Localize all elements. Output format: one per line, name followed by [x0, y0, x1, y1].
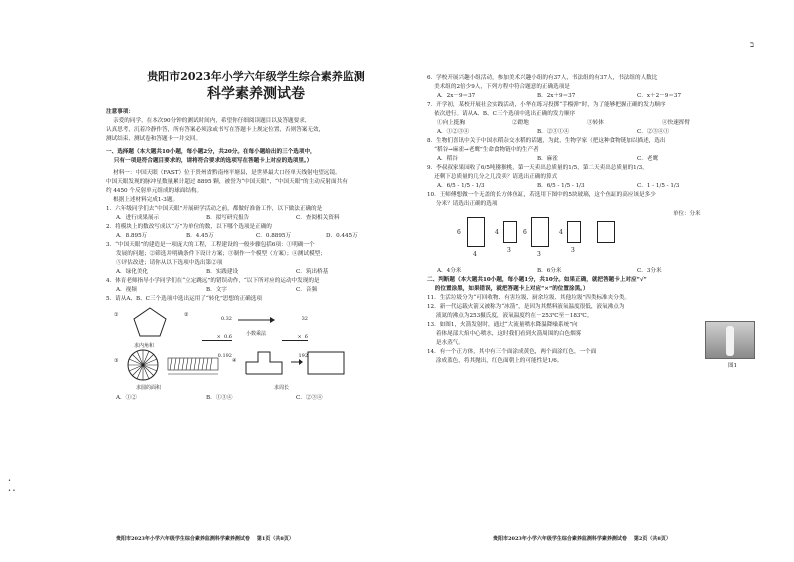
material-text: 约 4450 个反射单元组成的球面结构。	[106, 188, 203, 194]
dimension-label: 6	[523, 229, 527, 236]
option-a: A．①②	[116, 395, 137, 401]
question-2-options	[106, 232, 397, 241]
question-9: 9．李叔叔家果园收了6/5吨猕猴桃，第一天卖出总质量的1/5，第二天卖出总质量的1/3，	[427, 165, 648, 171]
question-7-text: 依次进行。请从A、B、C三个选项中选出正确的发力顺序	[427, 111, 576, 117]
option-c: C．0.8895万	[256, 233, 292, 239]
figure-label: 图1	[728, 363, 737, 369]
dimension-label: 4	[473, 251, 477, 258]
figure-caption: 小数乘法	[246, 331, 267, 337]
question-1: 1．六年级同学们去“中国天眼”开展研学活动之前，都做好准备工作，以下做法正确的是	[106, 206, 323, 212]
notice-line: 亲爱的同学，在本次90分钟的测试时间内，希望你仔细阅读题目以及答题要求，	[106, 118, 311, 124]
arrow-icon	[290, 358, 304, 366]
judge-questions	[427, 294, 757, 369]
dimension-label: 3	[537, 251, 541, 258]
figure-caption: 求周长	[274, 385, 290, 391]
glass-panel	[503, 221, 517, 243]
rearranged-sectors-figure	[166, 354, 222, 378]
dimension-label: 6	[457, 229, 461, 236]
glass-panel	[597, 221, 615, 243]
dimension-label: 4	[495, 229, 499, 236]
option-d: D．0.445万	[326, 233, 358, 239]
rectangle-figure	[306, 350, 346, 376]
option-b: B．6分米	[537, 268, 562, 274]
question-11: 11．生活垃圾分为“可回收物、有害垃圾、厨余垃圾、其他垃圾”四类标准夹分类。	[427, 295, 631, 301]
motion-step: ②蹬地	[512, 120, 529, 126]
option-c: C．②③④	[296, 395, 323, 401]
option-b: B．文字	[206, 287, 227, 293]
option-c: C．②③④①	[637, 129, 670, 135]
question-3-options	[106, 268, 397, 277]
glass-panels-figure	[427, 209, 757, 267]
option-a: A．稻谷	[437, 156, 458, 162]
question-3-text: 发展的问题；②筛选并明确条件下设计方案；③制作一个模型（方案）；④测试模型；	[116, 251, 326, 257]
pentagon-figure	[132, 306, 168, 338]
figure-number: ④	[232, 358, 237, 364]
motion-step: ①向上挺胸	[437, 120, 465, 126]
question-5-figures	[106, 304, 397, 394]
question-7: 7．开学初，某校开展社会实践活动，小华在练习投掷“手榴弹”时，为了能够把握正确的发力顺序	[427, 102, 666, 108]
option-c: C．查阅相关资料	[296, 215, 340, 221]
question-13-text: 是水蒸气。	[427, 340, 464, 346]
question-12-text: 液氮的沸点为253摄氏度，液氧温度约在－253℃至－183℃。	[427, 313, 593, 319]
option-b: B．实践建设	[206, 269, 239, 275]
question-7-parts	[427, 119, 757, 128]
question-12: 12．新一代运载火箭又被称为“冰箭”，是因为其燃料液氧温度很低，液氧沸点为	[427, 304, 625, 310]
dimension-label: 4	[559, 229, 563, 236]
question-10: 10．王师傅想做一个无盖的长方体鱼缸，若选用下图中的5块玻璃，这个鱼缸的高应该是多少	[427, 192, 656, 198]
question-9-options	[427, 182, 757, 191]
question-6-text: 美术组的2倍少9人，下列方程中符合题意的正确选项是	[427, 84, 570, 90]
option-a: A．6/5 - 1/5 - 1/3	[437, 183, 485, 189]
material-text: 材料一：中国天眼（FAST）位于贵州省黔南州平塘县，是世界最大口径单天线射电望远镜。	[106, 170, 341, 176]
option-b: B．②③①④	[537, 129, 570, 135]
option-a: A．进行成果展示	[116, 215, 160, 221]
page-2-content	[427, 74, 757, 369]
option-c: C．3分米	[637, 268, 662, 274]
option-a: A．4分米	[437, 268, 462, 274]
option-c: C．1 - 1/5 - 1/3	[637, 183, 680, 189]
option-b: B．4.45万	[186, 233, 214, 239]
question-4: 4．体育老师指导小学同学们在“立定跳远”的错误动作，“以下所对应的运动中发现的是	[106, 278, 320, 284]
binding-mark: •	[8, 478, 11, 484]
question-6-options	[427, 92, 757, 101]
question-13-text: 着体尾部大焰中心喷水，这时我们看到火箭周围的白色烟雾	[427, 331, 582, 337]
notice-line: 测试结束，测试卷和答题卡一并交回。	[106, 136, 202, 142]
question-6: 6．学校开展兴趣小组活动，参加美术兴趣小组的有37人，书法组的有37人，书法组的人数比	[427, 75, 658, 81]
binding-mark: • •	[8, 488, 16, 494]
option-c: C．音频	[296, 287, 318, 293]
page-footer: 贵阳市2023年小学六年级学生综合素养监测科学素养测试卷 第1页（共8页）	[116, 536, 294, 542]
section-heading: 只有一项是符合题目要求的，请将符合要求的选项写在答题卡上对应的选项里。）	[106, 158, 313, 164]
option-a: A．视频	[116, 287, 137, 293]
notice-heading: 注意事项：	[106, 109, 134, 115]
figure-number: ②	[184, 312, 189, 318]
arrow-icon	[236, 316, 276, 324]
option-c: C．筑出桥基	[296, 269, 329, 275]
motion-step: ④快速挥臂	[662, 120, 690, 126]
question-14-text: 涂成蓝色，将其抛出，红色面朝上的可能性是1/6。	[427, 358, 563, 364]
question-10-text: 分米？请选出正确的选项	[427, 201, 498, 207]
option-c: C．老鹰	[637, 156, 659, 162]
motion-step: ③转体	[587, 120, 604, 126]
question-10-options	[427, 267, 757, 276]
step-shape-figure	[244, 350, 284, 376]
question-8-options	[427, 155, 757, 164]
question-5-options	[106, 394, 397, 403]
section-heading: 的位置涂黑，如果错误，就把答题卡上对应“×”的位置涂黑。）	[427, 286, 589, 292]
question-2: 2．将模块上的数改写成以“万”为单位的数，以下哪个选项是正确的	[106, 224, 272, 230]
notice-line: 认真思考，沉着冷静作答，所有答案必须涂或书写在答题卡上规定位置，否则答案无效，	[106, 127, 325, 133]
option-a: A．8.895万	[116, 233, 148, 239]
option-c: C．x＋2－9＝37	[637, 93, 682, 99]
dimension-label: 3	[507, 247, 511, 254]
question-7-options	[427, 128, 757, 137]
option-b: B．麻雀	[537, 156, 558, 162]
figure-caption: 求内角和	[134, 343, 155, 349]
material-text: 中国天眼发现的脉冲星数量累计超过 8895 颗，被誉为“中国天眼”，“中国天眼”的主动反射面共有	[106, 179, 348, 185]
page-1-content	[106, 70, 397, 403]
question-9-text: 还剩下总质量的几分之几没卖？请选出正确的算式	[427, 174, 558, 180]
option-b: B．①③④	[206, 395, 233, 401]
question-8-text: “稻谷→麻雀→老鹰”生命食物链中的生产者	[427, 147, 539, 153]
figure-number: ③	[114, 358, 119, 364]
question-13: 13．如图1，火箭发射时，通过“大流量喷水降温降噪系统”向	[427, 322, 578, 328]
rocket-launch-photo	[705, 321, 755, 359]
corner-mark: ב	[750, 40, 754, 49]
option-a: A．2x－9＝37	[437, 93, 476, 99]
material-instruction: 根据上述材料完成1-3题。	[106, 197, 179, 203]
integer-calc: 32 × 6 192	[282, 304, 308, 371]
question-5: 5．请从A、B、C三个选项中选出运用了“转化”思想的正确选项	[106, 296, 262, 302]
glass-panel	[531, 217, 549, 247]
glass-panel	[467, 217, 485, 247]
dimension-label: 3	[571, 247, 575, 254]
question-8: 8．生物们喜讯中关于中国水稻杂交水稻的话题，为此，生物学家（把这种食物链加以描述，选出	[427, 138, 666, 144]
exam-page-2	[397, 0, 794, 562]
figure-caption: 求圆的面积	[136, 385, 162, 391]
section-heading: 二、判断题（本大题共10小题，每小题1分，共10分。如果正确，就把答题卡上对应“√”	[427, 277, 647, 283]
option-a: A．①②③④	[437, 129, 470, 135]
exam-title: 贵阳市2023年小学六年级学生综合素养监测	[147, 70, 365, 83]
question-4-options	[106, 286, 397, 295]
option-a: A．绿化美化	[116, 269, 149, 275]
option-b: B．2x＋9＝37	[537, 93, 576, 99]
question-1-options	[106, 214, 397, 223]
figure-number: ①	[114, 312, 119, 318]
section-heading: 一、选择题（本大题共10小题，每小题2分，共20分。在每小题给出的三个选项中，	[106, 149, 316, 155]
unit-label: 单位：分米	[673, 211, 701, 217]
option-b: B．6/5 - 1/5 - 1/3	[537, 183, 585, 189]
glass-panel	[567, 221, 581, 243]
page-footer: 贵阳市2023年小学六年级学生综合素养监测科学素养测试卷 第2页（共8页）	[493, 536, 671, 542]
decimal-calc: 0.32 × 0.6 0.192	[202, 304, 232, 371]
circle-sectors-figure	[126, 348, 160, 382]
exam-subtitle: 科学素养测试卷	[207, 86, 305, 102]
option-b: B．拟写研究报告	[206, 215, 250, 221]
question-14: 14．有一个正方体，其中有三个面涂成黄色，两个面涂红色，一个面	[427, 349, 597, 355]
question-3: 3．“中国天眼”的建造是一项庞大的工程，工程建设的一般步骤包括6项：①明确一个	[106, 242, 315, 248]
question-3-text: ⑤评估改进；请你从以下选项中选出第②项	[116, 260, 223, 266]
